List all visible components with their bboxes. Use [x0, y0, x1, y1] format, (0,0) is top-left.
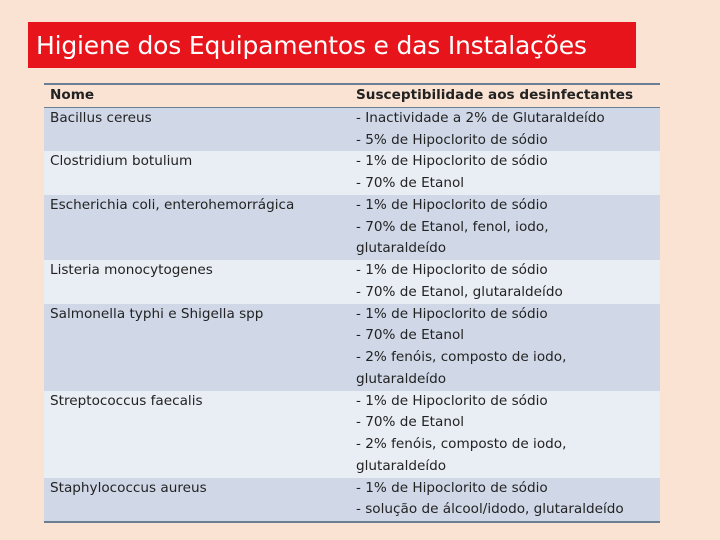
- disinfectant-susceptibility: - 1% de Hipoclorito de sódio - 70% de Etanol, glutaraldeído: [350, 260, 660, 304]
- disinfectant-susceptibility: - 1% de Hipoclorito de sódio - solução de álcool/idodo, glutaraldeído: [350, 478, 660, 523]
- header-name: Nome: [44, 84, 350, 107]
- disinfectant-susceptibility: - 1% de Hipoclorito de sódio - 70% de Etanol, fenol, iodo, glutaraldeído: [350, 195, 660, 260]
- disinfectant-susceptibility: - 1% de Hipoclorito de sódio - 70% de Etanol - 2% fenóis, composto de iodo, glutaraldeído: [350, 304, 660, 391]
- table-row: [44, 478, 660, 523]
- table-row: [44, 107, 660, 151]
- page-title: Higiene dos Equipamentos e das Instalações: [36, 30, 587, 60]
- disinfectant-susceptibility: - 1% de Hipoclorito de sódio - 70% de Etanol: [350, 151, 660, 195]
- table-row: [44, 391, 660, 478]
- organism-name: Streptococcus faecalis: [44, 391, 350, 478]
- disinfectant-susceptibility: - Inactividade a 2% de Glutaraldeído - 5% de Hipoclorito de sódio: [350, 107, 660, 151]
- title-bar: [28, 22, 636, 68]
- table-row: [44, 151, 660, 195]
- table-row: [44, 195, 660, 260]
- table-row: [44, 260, 660, 304]
- organism-name: Bacillus cereus: [44, 107, 350, 151]
- organism-name: Clostridium botulium: [44, 151, 350, 195]
- organism-name: Listeria monocytogenes: [44, 260, 350, 304]
- organism-name: Staphylococcus aureus: [44, 478, 350, 523]
- organism-name: Salmonella typhi e Shigella spp: [44, 304, 350, 391]
- table-header-row: [44, 84, 660, 107]
- disinfectant-table: [44, 83, 660, 523]
- organism-name: Escherichia coli, enterohemorrágica: [44, 195, 350, 260]
- table-row: [44, 304, 660, 391]
- header-susceptibility: Susceptibilidade aos desinfectantes: [350, 84, 660, 107]
- disinfectant-susceptibility: - 1% de Hipoclorito de sódio - 70% de Etanol - 2% fenóis, composto de iodo, glutaraldeído: [350, 391, 660, 478]
